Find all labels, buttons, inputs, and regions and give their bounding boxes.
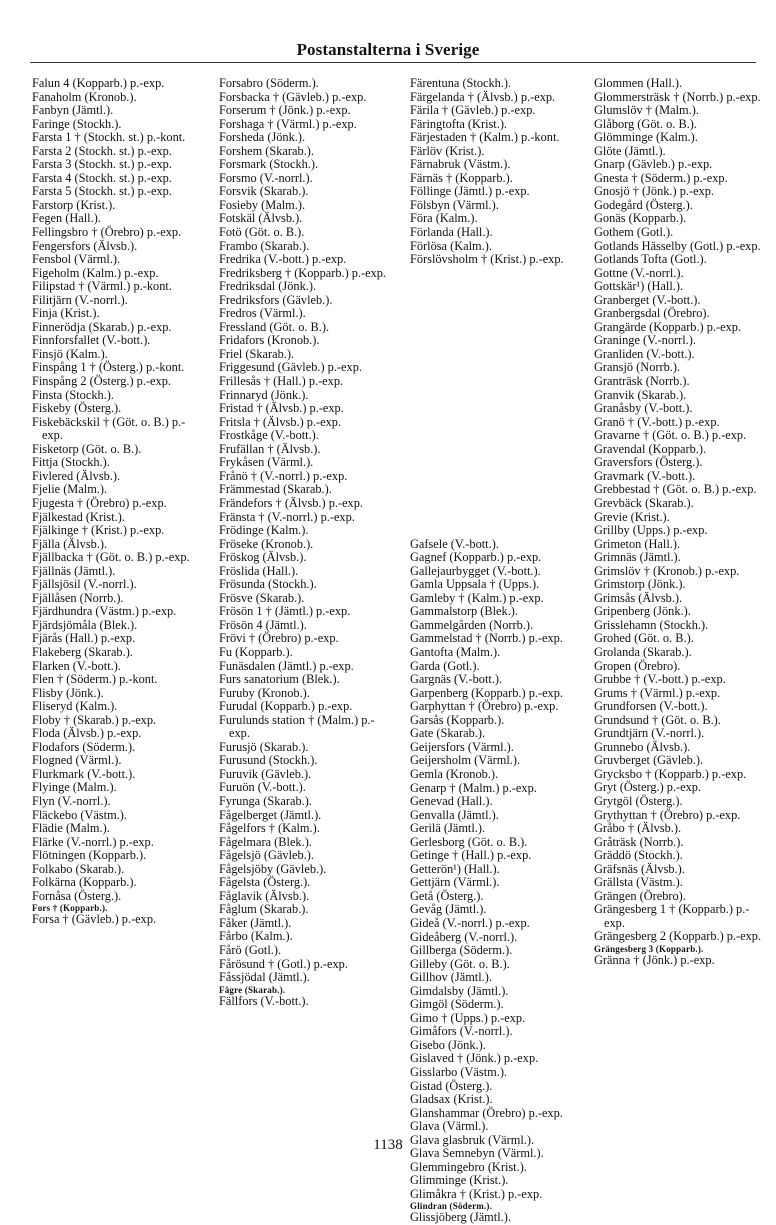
list-entry: Glimminge (Krist.). [410,1173,509,1188]
column-gap [410,267,580,538]
list-entry: Fröskog (Älvsb.). [219,550,307,565]
list-entry: Forsabro (Söderm.). [219,76,319,90]
list-entry: Flogned (Värml.). [32,753,122,768]
list-entry: Fågelberget (Jämtl.). [219,807,322,822]
list-entry: Frambo (Skarab.). [219,238,310,253]
list-entry: Fjälkestad (Krist.). [32,509,125,524]
list-entry: Gistad (Österg.). [410,1078,493,1093]
list-entry: Färnäs † (Kopparb.). [410,170,513,185]
list-entry: Gallejaurbygget (V.-bott.). [410,563,541,578]
list-entry: Fjällbacka † (Göt. o. B.) p.-exp. [32,550,190,565]
list-entry: Grängen (Örebro). [594,888,686,903]
list-entry: Fågelsta (Österg.). [219,875,311,890]
list-entry: Gnosjö † (Jönk.) p.-exp. [594,184,714,199]
list-entry: Fåglum (Skarab.). [219,902,309,917]
list-entry: Gisebo (Jönk.). [410,1037,486,1052]
list-entry: Furuvik (Gävleb.). [219,766,312,781]
list-entry: Grängesberg 1 † (Kopparb.) p.-exp. [594,902,750,930]
list-entry: Fåglavik (Älvsb.). [219,888,310,903]
list-entry: Granö † (V.-bott.) p.-exp. [594,414,720,429]
list-entry: Fensbol (Värml.). [32,252,121,267]
list-entry: Gammalstorp (Blek.). [410,604,518,619]
list-entry: Getinge † (Hall.) p.-exp. [410,848,532,863]
list-entry: Glommen (Hall.). [594,76,683,90]
list-entry: Farstorp (Krist.). [32,197,116,212]
list-entry: Frändefors † (Älvsb.) p.-exp. [219,495,363,510]
list-entry: Fittja (Stockh.). [32,455,110,470]
list-entry: Fosieby (Malm.). [219,197,306,212]
list-entry: Grohed (Göt. o. B.). [594,631,694,646]
list-entry: Fjärdsjömåla (Blek.). [32,617,138,632]
list-entry: Gråbo † (Älvsb.). [594,821,682,836]
list-entry: Farsta 5 (Stockh. st.) p.-exp. [32,184,172,199]
list-entry: Gerlesborg (Göt. o. B.). [410,834,528,849]
list-entry: Furuby (Kronob.). [219,685,310,700]
list-entry: Gnesta † (Söderm.) p.-exp. [594,170,728,185]
list-entry: Grubbe † (V.-bott.) p.-exp. [594,672,726,687]
list-entry: Fårö (Gotl.). [219,943,282,957]
list-entry: Floby † (Skarab.) p.-exp. [32,712,157,727]
list-entry: Glindran (Söderm.). [410,1201,493,1212]
list-entry: Gafsele (V.-bott.). [410,536,499,551]
list-entry: Grums † (Värml.) p.-exp. [594,685,721,700]
list-entry: Gimåfors (V.-norrl.). [410,1024,513,1039]
list-entry: Fjärdhundra (Västm.) p.-exp. [32,604,177,619]
list-entry: Fiskeby (Österg.). [32,401,122,416]
list-entry: Furusund (Stockh.). [219,753,318,768]
list-entry: Frösunda (Stockh.). [219,577,317,592]
list-entry: Fåssjödal (Jämtl.). [219,970,310,985]
list-entry: Fröseke (Kronob.). [219,536,314,551]
list-entry: Fegen (Hall.). [32,211,101,226]
list-entry: Gillhov (Jämtl.). [410,970,492,985]
list-entry: Gotlands Hässelby (Gotl.) p.-exp. [594,238,761,253]
list-entry: Grundtjärn (V.-norrl.). [594,726,705,741]
list-entry: Färingtofta (Krist.). [410,116,508,131]
list-entry: Granberget (V.-bott.). [594,292,701,307]
list-entry: Fredriksfors (Gävleb.). [219,292,333,307]
list-entry: Furudal (Kopparb.) p.-exp. [219,699,353,714]
list-entry: Gråträsk (Norrb.). [594,834,684,849]
list-entry: Fjelie (Malm.). [32,482,108,497]
list-entry: Fläckebo (Västm.). [32,807,127,822]
list-entry: Gate (Skarab.). [410,726,486,741]
list-entry: Fjugesta † (Örebro) p.-exp. [32,495,167,510]
list-entry: Forsheda (Jönk.). [219,130,306,145]
list-entry: Finspång 2 (Österg.) p.-exp. [32,374,171,389]
list-entry: Glumslöv † (Malm.). [594,103,699,118]
list-entry: Glava Semnebyn (Värml.). [410,1146,544,1161]
list-entry: Gruvberget (Gävleb.). [594,753,704,768]
list-entry: Fredros (Värml.). [219,306,306,321]
list-entry: Folkärna (Kopparb.). [32,875,137,890]
list-entry: Granåsby (V.-bott.). [594,401,693,416]
list-entry: Farsta 4 (Stockh. st.) p.-exp. [32,170,172,185]
list-entry: Gammelgården (Norrb.). [410,617,534,632]
column-3 [410,77,580,1225]
list-entry: Fanaholm (Kronob.). [32,89,137,104]
list-entry: Frostkåge (V.-bott.). [219,428,319,443]
list-entry: Frösön 1 † (Jämtl.) p.-exp. [219,604,351,619]
list-entry: Fors † (Kopparb.). [32,903,108,914]
list-entry: Finnerödja (Skarab.) p.-exp. [32,319,172,334]
list-entry: Frinnaryd (Jönk.). [219,387,309,402]
list-entry: Fristad † (Älvsb.) p.-exp. [219,401,344,416]
list-entry: Glava (Värml.). [410,1119,489,1134]
list-entry: Gotlands Tofta (Gotl.). [594,252,707,267]
list-entry: Fägre (Skarab.). [219,984,286,995]
list-entry: Flodafors (Söderm.). [32,739,136,754]
list-entry: Gottne (V.-norrl.). [594,265,684,280]
list-entry: Gransjö (Norrb.). [594,360,681,375]
list-entry: Fölsbyn (Värml.). [410,197,499,212]
list-entry: Gottskär¹) (Hall.). [594,279,684,294]
list-entry: Fjärås (Hall.) p.-exp. [32,631,136,646]
list-entry: Färjestaden † (Kalm.) p.-kont. [410,130,560,145]
list-entry: Glimåkra † (Krist.) p.-exp. [410,1186,543,1201]
list-entry: Grangärde (Kopparb.) p.-exp. [594,319,742,334]
list-entry: Färila † (Gävleb.) p.-exp. [410,103,536,118]
list-entry: Granträsk (Norrb.). [594,374,690,389]
list-entry: Finsjö (Kalm.). [32,346,108,361]
list-entry: Fjällsjösil (V.-norrl.). [32,577,137,592]
list-entry: Fjälla (Älvsb.). [32,536,108,551]
list-entry: Flärke (V.-norrl.) p.-exp. [32,834,154,849]
list-entry: Fällfors (V.-bott.). [219,993,309,1008]
list-entry: Gerilä (Jämtl.). [410,821,486,836]
list-entry: Föllinge (Jämtl.) p.-exp. [410,184,530,199]
list-entry: Flädie (Malm.). [32,821,110,836]
list-entry: Graversfors (Österg.). [594,455,703,470]
list-entry: Grythyttan † (Örebro) p.-exp. [594,807,741,822]
list-entry: Gargnäs (V.-bott.). [410,672,503,687]
list-entry: Genvalla (Jämtl.). [410,807,499,822]
list-entry: Flurkmark (V.-bott.). [32,766,136,781]
list-entry: Gamla Uppsala † (Upps.). [410,577,540,592]
list-entry: Gisslarbo (Västm.). [410,1064,508,1079]
list-entry: Figeholm (Kalm.) p.-exp. [32,265,159,280]
list-entry: Filitjärn (V.-norrl.). [32,292,128,307]
list-entry: Finsta (Stockh.). [32,387,114,402]
list-entry: Fiskebäckskil † (Göt. o. B.) p.-exp. [32,414,186,443]
list-entry: Fredrika (V.-bott.) p.-exp. [219,252,347,267]
list-entry: Frufällan † (Älvsb.). [219,441,321,456]
list-entry: Fliseryd (Kalm.). [32,699,118,714]
list-entry: Furs sanatorium (Blek.). [219,672,340,687]
list-entry: Glömminge (Kalm.). [594,130,698,145]
header-rule [30,62,756,63]
list-entry: Flakeberg (Skarab.). [32,644,133,659]
list-entry: Fränsta † (V.-norrl.) p.-exp. [219,509,355,524]
list-entry: Forshaga † (Värml.) p.-exp. [219,116,357,131]
list-entry: Gladsax (Krist.). [410,1092,493,1107]
list-entry: Fressland (Göt. o. B.). [219,319,330,334]
list-entry: Frillesås † (Hall.) p.-exp. [219,374,344,389]
list-entry: Gilleby (Göt. o. B.). [410,956,510,971]
list-entry: Gillberga (Söderm.). [410,943,513,958]
list-entry: Finspång 1 † (Österg.) p.-kont. [32,360,185,375]
list-entry: Gothem (Gotl.). [594,225,674,240]
list-entry: Forserum † (Jönk.) p.-exp. [219,103,351,118]
list-entry: Gränna † (Jönk.) p.-exp. [594,953,715,967]
list-entry: Grundforsen (V.-bott.). [594,699,708,714]
list-entry: Förlanda (Hall.). [410,225,493,240]
list-entry: Garpenberg (Kopparb.) p.-exp. [410,685,563,700]
list-entry: Grängesberg 3 (Kopparb.). [594,944,704,954]
list-entry: Fågelmara (Blek.). [219,834,312,849]
list-entry: Förlösa (Kalm.). [410,238,492,253]
list-entry: Gemla (Kronob.). [410,766,499,781]
list-entry: Furuön (V.-bott.). [219,780,306,795]
list-entry: Fu (Kopparb.). [219,644,293,659]
list-entry: Gideåberg (V.-norrl.). [410,929,518,944]
list-entry: Furusjö (Skarab.). [219,739,309,754]
page-number: 1138 [373,1137,403,1153]
list-entry: Fredriksdal (Jönk.). [219,279,317,294]
list-entry: Flarken (V.-bott.). [32,658,121,673]
list-entry: Färentuna (Stockh.). [410,76,512,90]
list-entry: Gimgöl (Söderm.). [410,997,504,1012]
list-entry: Filipstad † (Värml.) p.-kont. [32,279,172,294]
list-entry: Finja (Krist.). [32,306,100,321]
list-entry: Gagnef (Kopparb.) p.-exp. [410,550,542,565]
list-entry: Grundsund † (Göt. o. B.). [594,712,721,727]
list-entry: Forshem (Skarab.). [219,143,314,158]
list-entry: Fredriksberg † (Kopparb.) p.-exp. [219,265,387,280]
list-entry: Getterön¹) (Hall.). [410,861,500,876]
list-entry: Garphyttan † (Örebro) p.-exp. [410,699,559,714]
list-entry: Fivlered (Älvsb.). [32,468,121,483]
list-entry: Furulunds station † (Malm.) p.-exp. [219,712,375,741]
list-entry: Getå (Österg.). [410,888,484,903]
list-entry: Fritsla † (Älvsb.) p.-exp. [219,414,342,429]
list-entry: Fanbyn (Jämtl.). [32,103,114,118]
list-entry: Fårbo (Kalm.). [219,929,293,944]
list-entry: Grebbestad † (Göt. o. B.) p.-exp. [594,482,757,497]
list-entry: Glåborg (Göt. o. B.). [594,116,697,131]
list-entry: Folkabo (Skarab.). [32,861,125,876]
list-entry: Glommersträsk † (Norrb.) p.-exp. [594,89,761,104]
list-entry: Frösön 4 (Jämtl.). [219,617,307,632]
list-entry: Falun 4 (Kopparb.) p.-exp. [32,76,165,90]
list-entry: Fågelfors † (Kalm.). [219,821,320,836]
list-entry: Flötningen (Kopparb.). [32,848,147,863]
list-entry: Färlöv (Krist.). [410,143,485,158]
list-entry: Gammelstad † (Norrb.) p.-exp. [410,631,563,646]
list-entry: Forsa † (Gävleb.) p.-exp. [32,912,157,927]
list-entry: Grytgöl (Österg.). [594,793,683,808]
list-entry: Fisketorp (Göt. o. B.). [32,441,142,456]
list-entry: Fröslida (Hall.). [219,563,299,578]
list-entry: Grevie (Krist.). [594,509,670,524]
list-entry: Gryt (Österg.) p.-exp. [594,780,702,795]
list-entry: Fornåsa (Österg.). [32,888,122,903]
list-entry: Granvik (Skarab.). [594,387,687,402]
list-entry: Frösve (Skarab.). [219,590,305,605]
list-entry: Färnabruk (Västm.). [410,157,511,172]
list-entry: Gislaved † (Jönk.) p.-exp. [410,1051,539,1066]
list-entry: Gropen (Örebro). [594,658,681,673]
list-entry: Garda (Gotl.). [410,658,480,673]
list-entry: Flisby (Jönk.). [32,685,104,700]
list-entry: Fyrunga (Skarab.). [219,793,312,808]
list-entry: Fengersfors (Älvsb.). [32,238,138,253]
list-entry: Forsvik (Skarab.). [219,184,309,199]
list-entry: Grimsås (Älvsb.). [594,590,683,605]
list-entry: Godegård (Österg.). [594,197,693,212]
list-entry: Gnarp (Gävleb.) p.-exp. [594,157,713,172]
list-entry: Fotö (Göt. o. B.). [219,225,305,240]
list-entry: Gevåg (Jämtl.). [410,902,487,917]
list-entry: Grällsta (Västm.). [594,875,683,890]
list-entry: Grisslehamn (Stockh.). [594,617,709,632]
list-entry: Glemmingebro (Krist.). [410,1159,527,1174]
list-entry: Genarp † (Malm.) p.-exp. [410,780,537,795]
list-entry: Grängesberg 2 (Kopparb.) p.-exp. [594,929,762,944]
list-entry: Granbergsdal (Örebro). [594,306,710,321]
list-entry: Geijersfors (Värml.). [410,739,514,754]
list-entry: Grolanda (Skarab.). [594,644,692,659]
list-entry: Farsta 3 (Stockh. st.) p.-exp. [32,157,172,172]
list-entry: Faringe (Stockh.). [32,116,122,131]
list-entry: Fågelsjöby (Gävleb.). [219,861,327,876]
list-entry: Frånö † (V.-norrl.) p.-exp. [219,468,348,483]
list-entry: Flyinge (Malm.). [32,780,117,795]
list-entry: Geijersholm (Värml.). [410,753,521,768]
page-title: Postanstalterna i Sverige [296,40,480,59]
column-2 [219,77,392,1008]
list-entry: Färgelanda † (Älvsb.) p.-exp. [410,89,556,104]
list-entry: Grimeton (Hall.). [594,536,681,551]
list-entry: Främmestad (Skarab.). [219,482,332,497]
list-entry: Glava glasbruk (Värml.). [410,1132,535,1147]
list-entry: Genevad (Hall.). [410,794,493,809]
list-entry: Gettjärn (Värml.). [410,875,500,890]
list-entry: Grimstorp (Jönk.). [594,577,686,592]
list-entry: Glanshammar (Örebro) p.-exp. [410,1105,563,1120]
list-entry: Glissjöberg (Jämtl.). [410,1210,511,1225]
list-entry: Fjälkinge † (Krist.) p.-exp. [32,523,165,538]
column-4 [594,77,764,968]
list-entry: Flen † (Söderm.) p.-kont. [32,672,158,687]
list-entry: Fjällåsen (Norrb.). [32,590,124,605]
list-entry: Friggesund (Gävleb.) p.-exp. [219,360,362,375]
list-entry: Friel (Skarab.). [219,346,295,361]
list-entry: Frövi † (Örebro) p.-exp. [219,631,339,646]
list-entry: Finnforsfallet (V.-bott.). [32,333,151,348]
list-entry: Forsbacka † (Gävleb.) p.-exp. [219,89,367,104]
list-entry: Granliden (V.-bott.). [594,346,695,361]
list-entry: Fellingsbro † (Örebro) p.-exp. [32,225,182,240]
list-entry: Gravendal (Kopparb.). [594,441,707,456]
list-entry: Gantofta (Malm.). [410,645,501,660]
list-entry: Funäsdalen (Jämtl.) p.-exp. [219,658,354,673]
list-entry: Grimnäs (Jämtl.). [594,550,681,565]
list-entry: Fårösund † (Gotl.) p.-exp. [219,956,348,971]
list-entry: Fjällnäs (Jämtl.). [32,563,116,578]
list-entry: Grevbäck (Skarab.). [594,495,694,510]
list-entry: Grunnebo (Älvsb.). [594,739,691,754]
list-entry: Gimo † (Upps.) p.-exp. [410,1010,526,1025]
list-entry: Gamleby † (Kalm.) p.-exp. [410,590,544,605]
list-entry: Gripenberg (Jönk.). [594,604,691,619]
list-entry: Frykåsen (Värml.). [219,455,314,470]
list-entry: Gimdalsby (Jämtl.). [410,983,509,998]
list-entry: Garsås (Kopparb.). [410,712,505,727]
list-entry: Graninge (V.-norrl.). [594,333,696,348]
list-entry: Gideå (V.-norrl.) p.-exp. [410,915,530,930]
list-entry: Frödinge (Kalm.). [219,523,309,538]
list-entry: Grycksbo † (Kopparb.) p.-exp. [594,766,747,781]
list-entry: Forsmark (Stockh.). [219,157,319,172]
list-entry: Gonäs (Kopparb.). [594,211,687,226]
column-1 [32,77,204,927]
list-entry: Föra (Kalm.). [410,211,478,226]
list-entry: Gräfsnäs (Älvsb.). [594,861,685,876]
list-entry: Floda (Älvsb.) p.-exp. [32,726,142,741]
list-entry: Förslövsholm † (Krist.) p.-exp. [410,252,564,267]
list-entry: Grillby (Upps.) p.-exp. [594,523,708,538]
list-entry: Gravmark (V.-bott.). [594,468,696,483]
list-entry: Gräddö (Stockh.). [594,848,683,863]
list-entry: Gravarne † (Göt. o. B.) p.-exp. [594,428,747,443]
list-entry: Grimslöv † (Kronob.) p.-exp. [594,563,740,578]
list-entry: Flyn (V.-norrl.). [32,793,111,808]
list-entry: Fridafors (Kronob.). [219,333,320,348]
list-entry: Farsta 1 † (Stockh. st.) p.-kont. [32,130,186,145]
columns-container [0,76,776,1225]
list-entry: Forsmo (V.-norrl.). [219,170,313,185]
list-entry: Fåker (Jämtl.). [219,915,292,930]
list-entry: Farsta 2 (Stockh. st.) p.-exp. [32,143,172,158]
list-entry: Fågelsjö (Gävleb.). [219,848,314,863]
list-entry: Glöte (Jämtl.). [594,143,666,158]
list-entry: Fotskäl (Älvsb.). [219,211,303,226]
